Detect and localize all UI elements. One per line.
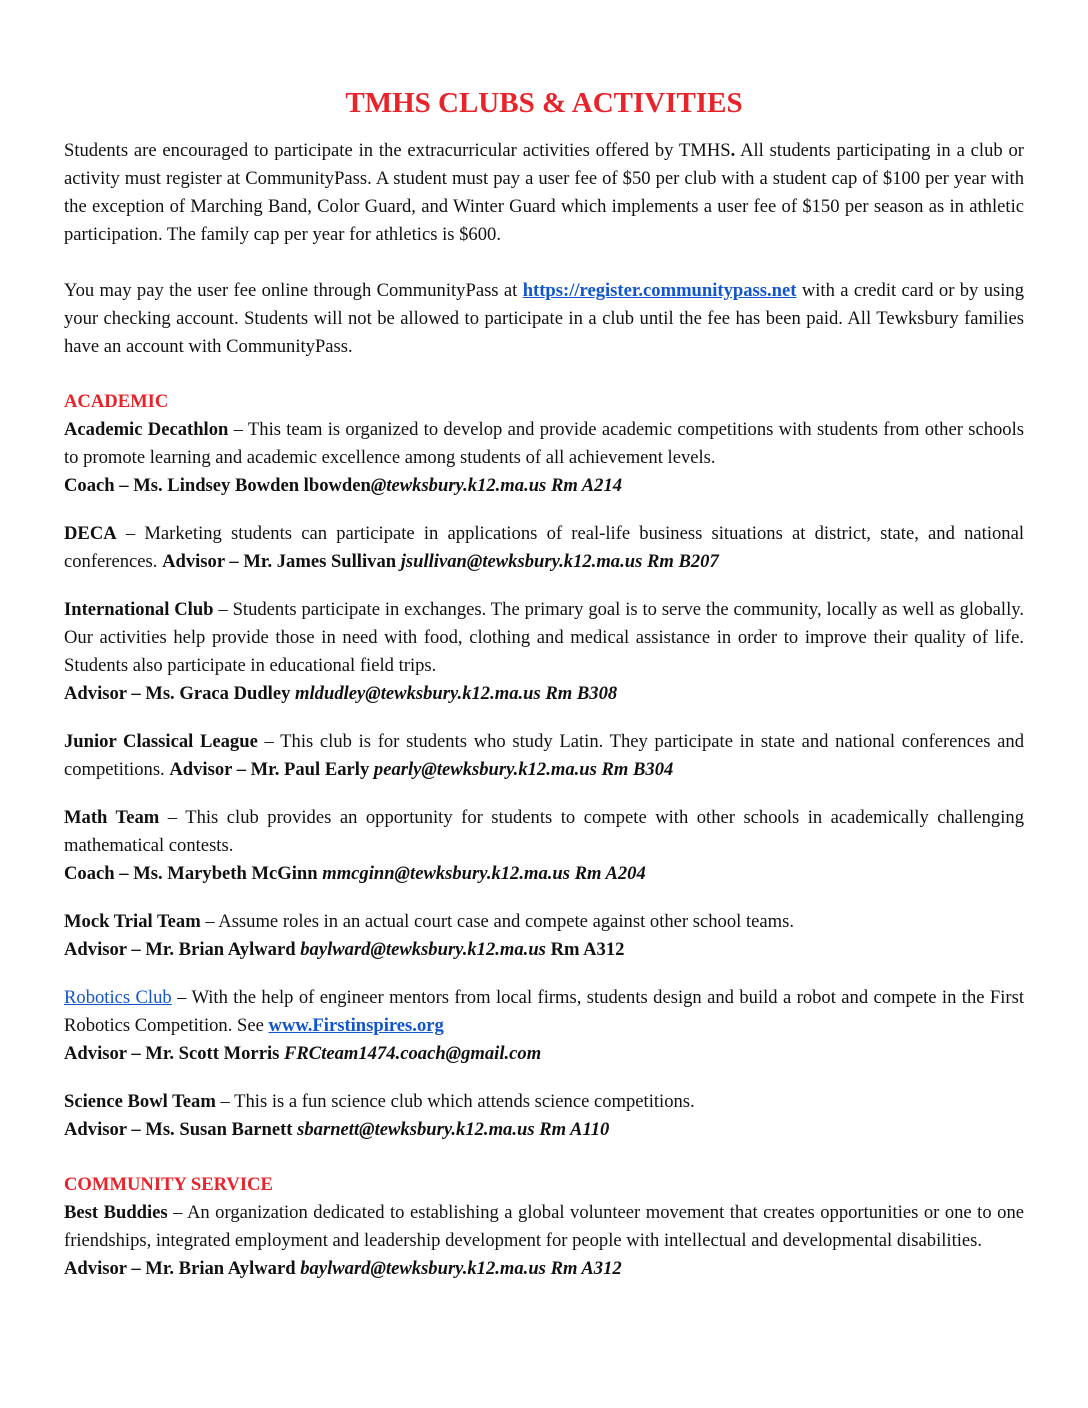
club-name: Best Buddies bbox=[64, 1202, 168, 1223]
intro-paragraph-1 bbox=[64, 137, 1024, 249]
club-description: – This club provides an opportunity for students to compete with other schools in academically challenging mathematical contests. bbox=[64, 807, 1024, 856]
club-best-buddies bbox=[64, 1199, 1024, 1283]
document-page bbox=[64, 0, 1024, 1283]
club-contact: Advisor – Mr. Brian Aylward bbox=[64, 939, 301, 960]
club-room: Rm B308 bbox=[540, 683, 618, 704]
club-contact: Advisor – Mr. Paul Early bbox=[169, 759, 374, 780]
club-contact: Advisor – Mr. James Sullivan bbox=[162, 551, 401, 572]
section-heading-academic: ACADEMIC bbox=[64, 391, 169, 412]
club-robotics bbox=[64, 984, 1024, 1068]
club-contact: Advisor – Ms. Graca Dudley bbox=[64, 683, 296, 704]
club-description: – This is a fun science club which attends science competitions. bbox=[215, 1091, 695, 1112]
club-email: sbarnett@tewksbury.k12.ma.us bbox=[297, 1119, 535, 1140]
club-description: – This team is organized to develop and provide academic competitions with students from other schools to promote learning and academic excellence among students of all achievement levels. bbox=[64, 419, 1024, 468]
club-contact: Advisor – Mr. Brian Aylward bbox=[64, 1258, 301, 1279]
firstinspires-link[interactable]: www.Firstinspires.org bbox=[268, 1015, 444, 1036]
club-description: – An organization dedicated to establishing a global volunteer movement that creates opportunities or one to one friendships, integrated employment and leadership development for people with intellectual and developmental disabilities. bbox=[64, 1202, 1024, 1251]
club-deca bbox=[64, 520, 1024, 576]
club-room: Rm A214 bbox=[546, 475, 623, 496]
club-science-bowl bbox=[64, 1088, 1024, 1144]
robotics-club-link[interactable]: Robotics Club bbox=[64, 987, 172, 1008]
club-name: Science Bowl Team bbox=[64, 1091, 216, 1112]
page-title: TMHS CLUBS & ACTIVITIES bbox=[345, 87, 743, 119]
intro-period: . bbox=[730, 140, 736, 161]
club-name: DECA bbox=[64, 523, 117, 544]
communitypass-link[interactable]: https://register.communitypass.net bbox=[522, 280, 797, 301]
club-description: – This club is for students who study Latin. They participate in state and national conferences and competitions. bbox=[64, 731, 1024, 780]
club-room: Rm A110 bbox=[534, 1119, 610, 1140]
club-name: International Club bbox=[64, 599, 214, 620]
club-description: – With the help of engineer mentors from local firms, students design and build a robot and compete in the First Robotics Competition. See bbox=[64, 987, 1024, 1036]
intro-text-b: All students participating in a club or activity must register at CommunityPass. A student must pay a user fee of $50 per club with a student cap of $100 per year with the exception of Marching Band, Color Guard, and Winter Guard which implements a user fee of $150 per season as in athletic participation. The family cap per year for athletics is $600. bbox=[64, 140, 1025, 245]
club-name: Junior Classical League bbox=[64, 731, 258, 752]
club-email: jsullivan@tewksbury.k12.ma.us bbox=[400, 551, 643, 572]
club-email: FRCteam1474.coach@gmail.com bbox=[284, 1043, 542, 1064]
club-email: baylward@tewksbury.k12.ma.us bbox=[300, 939, 546, 960]
club-description: – Marketing students can participate in applications of real-life business situations at district, state, and national conferences. bbox=[64, 523, 1024, 572]
club-email: @tewksbury.k12.ma.us bbox=[370, 475, 547, 496]
club-academic-decathlon bbox=[64, 416, 1024, 500]
club-room: Rm B304 bbox=[596, 759, 674, 780]
club-math-team bbox=[64, 804, 1024, 888]
intro-text-a: Students are encouraged to participate in the extracurricular activities offered by TMHS bbox=[64, 140, 731, 161]
club-email: mmcginn@tewksbury.k12.ma.us bbox=[322, 863, 570, 884]
club-email: mldudley@tewksbury.k12.ma.us bbox=[295, 683, 541, 704]
club-name: Math Team bbox=[64, 807, 160, 828]
club-contact: Coach – Ms. Marybeth McGinn bbox=[64, 863, 323, 884]
payment-text-b: with a credit card or by using your checking account. Students will not be allowed to participate in a club until the fee has been paid. All Tewksbury families have an account with CommunityPass. bbox=[64, 280, 1025, 357]
club-contact: Advisor – Mr. Scott Morris bbox=[64, 1043, 284, 1064]
club-description: – Assume roles in an actual court case and compete against other school teams. bbox=[200, 911, 794, 932]
club-junior-classical-league bbox=[64, 728, 1024, 784]
payment-text-a: You may pay the user fee online through CommunityPass at bbox=[64, 280, 523, 301]
intro-paragraph-2 bbox=[64, 277, 1024, 361]
club-email: baylward@tewksbury.k12.ma.us bbox=[300, 1258, 546, 1279]
club-room: Rm A312 bbox=[545, 939, 625, 960]
club-contact: Coach – Ms. Lindsey Bowden lbowden bbox=[64, 475, 371, 496]
club-description: – Students participate in exchanges. The primary goal is to serve the community, locally as well as globally. Our activities help provide those in need with food, clothing and medical assistance in order to improve their quality of life. Students also participate in educational field trips. bbox=[64, 599, 1025, 676]
club-room: Rm A312 bbox=[545, 1258, 622, 1279]
club-name: Academic Decathlon bbox=[64, 419, 229, 440]
club-room: Rm B207 bbox=[642, 551, 719, 572]
club-international bbox=[64, 596, 1024, 708]
club-mock-trial bbox=[64, 908, 1024, 964]
club-room: Rm A204 bbox=[570, 863, 646, 884]
club-name: Mock Trial Team bbox=[64, 911, 201, 932]
club-contact: Advisor – Ms. Susan Barnett bbox=[64, 1119, 298, 1140]
club-email: pearly@tewksbury.k12.ma.us bbox=[373, 759, 597, 780]
section-heading-community-service: COMMUNITY SERVICE bbox=[64, 1174, 273, 1195]
